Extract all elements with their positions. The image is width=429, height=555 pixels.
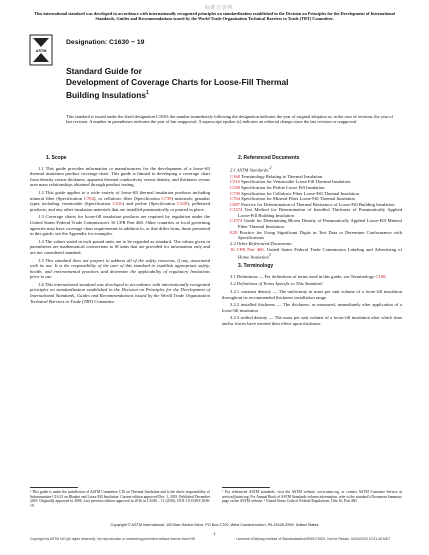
logo-text: ASTM [35, 48, 47, 53]
ref-link-c764[interactable]: C764 [83, 195, 94, 201]
para-1-2-text-b: ), or cellulosic fiber (Specification [93, 195, 160, 201]
astm-standards-subheading [230, 166, 402, 173]
title-line-3 [66, 88, 396, 100]
ref-title: Specification for Cellulosic Fiber Loose-Fill Thermal Insulation [241, 190, 359, 196]
ref-title: Guide for Determining Blown Density of Pneumatically Applied Loose-Fill Mineral Fiber Thermal Insulation [238, 218, 402, 230]
footnote-divider-left [30, 487, 78, 488]
ref-title: Specification for Mineral Fiber Loose-Fill Thermal Insulation [241, 196, 355, 202]
scope-heading: 1. Scope [46, 155, 67, 161]
ref-link-c739[interactable]: C739 [161, 195, 172, 201]
ref-title: Practice for Determination of Thermal Resistance of Loose-Fill Building Insulation [241, 201, 395, 207]
para-3-1: 3.1 Definitions — For definitions of terms used in this guide, see Terminology C168. [230, 273, 387, 279]
para-3-1-text: 3.1 Definitions — For definitions of terms used in this guide, see Terminology [230, 273, 375, 279]
right-column [222, 156, 402, 329]
ref-title: , United States Federal Trade Commission Labeling and Advertising of Home Insulation [238, 247, 403, 260]
para-3-2-3: 3.2.3 settled density — The mass per unit volume of a loose-fill insulation after which time and/or forces have exerted their effect upon thickness. [222, 315, 402, 326]
title-line-1: Standard Guide for [66, 66, 142, 76]
designation: Designation: C1630 − 19 [66, 39, 145, 46]
ref-link-c168[interactable]: C168 [375, 273, 386, 279]
ref-link-16cfr460[interactable]: 16 CFR Part 460 [230, 247, 264, 253]
list-item [222, 207, 402, 218]
license-right: Licensee=Zhejiang Institute of Standardization/5939175001; Not for Resale, 04/16/2020 10:21:48 MDT [236, 537, 391, 541]
terminology-heading: 3. Terminology [238, 263, 274, 270]
para-1-6: 1.6 This international standard was developed in accordance with internationally recognized principles on standardization established in the Decision on Principles for the Development of International Standards, Guides and Recommendations issued by the World Trade Organization Technical Barriers to Trade (TBT) Committee. [30, 281, 210, 304]
para-1-2-text-a: 1.2 This guide applies to a wide variety of loose-fill thermal insulation products including mineral fiber (Specification [30, 189, 210, 201]
ref-link-c516[interactable]: C516 [112, 201, 123, 207]
ref-link-c549[interactable]: C549 [230, 184, 240, 190]
astm-standards-label: 2.1 ASTM Standards: [230, 167, 270, 173]
para-1-3: 1.3 Coverage charts for loose-fill insulation products are required by regulation under the United States Federal Trade Commission's 16 CFR Part 460. Other countries or local governing agencies may have coverage chart requirements in addition to, or that differ from, those presented in this guide; see the Appendix for examples. [30, 214, 210, 237]
references-heading: 2. Referenced Documents [238, 155, 300, 161]
ref-link-e29[interactable]: E29 [230, 229, 238, 235]
para-3-2: 3.2 Definitions of Terms Specific to This Standard: [230, 281, 324, 287]
ref-link-c516[interactable]: C516 [230, 179, 240, 185]
footnotes-left: ¹ This guide is under the jurisdiction of ASTM Committee C16 on Thermal Insulation and is the direct responsibility of Subcommittee C16.23 on Blanket and Loose Fill Insulation. Current edition approved Dec. 1, 2019. Published December 2019. Originally approved in 2006. Last previous edition approved in 2016 as C1630 – 11 (2016). DOI: 10.1520/C1630-19. [30, 490, 210, 508]
ref-title: Terminology Relating to Thermal Insulation [241, 173, 323, 179]
license-left: Copyright by ASTM Int'l (all rights reserved); No reproduction or networking permitted without license from IHS [30, 537, 196, 541]
para-1-2 [30, 190, 210, 212]
ref-link-c1574[interactable]: C1574 [230, 218, 243, 224]
ref-link-c168[interactable]: C168 [230, 173, 240, 179]
para-1-5: 1.5 This standard does not purport to address all of the safety concerns, if any, associated with its use. It is the responsibility of the user of this standard to establish appropriate safety, health, and environmental practices and determine the applicability of regulatory limitations prior to use. [30, 257, 210, 280]
watermark: 标准分享网 [205, 5, 233, 11]
other-docs-subheading: 2.2 Other Referenced Documents: [230, 240, 293, 246]
header-notice: This international standard was developed in accordance with internationally recognized principles on standardization established in the Decision on Principles for the Development of International Standards, Guides and Recommendations issued by the World Trade Organization Technical Barriers to Trade (TBT) Committee. [34, 11, 395, 22]
para-1-2-text-e: ); pelletized products; and any other insulation materials that are installed pneumatically or poured in place. [30, 201, 211, 212]
list-item [222, 230, 402, 241]
ref-title: Specification for Vermiculite Loose Fill Thermal Insulation [241, 179, 351, 185]
standard-note: This standard is issued under the fixed designation C1630; the number immediately following the designation indicates the year of original adoption or, in the case of revision, the year of last revision. A number in parentheses indicates the year of last reapproval. A superscript epsilon (ε) indicates an editorial change since the last revision or reapproval. [66, 114, 393, 125]
copyright-line: Copyright © ASTM International, 100 Barr Harbor Drive, PO Box C700, West Conshohocken, PA 19428-2959. United States [110, 523, 319, 527]
para-1-1: 1.1 This guide provides information to manufacturers for the development of a loose-fill thermal insulation product coverage chart. This guide is limited to developing a coverage chart from density versus thickness, apparent thermal conductivity versus density, and thickness versus area mass relationships obtained through product testing. [30, 165, 210, 188]
astm-footnote-mark[interactable]: 2 [269, 165, 272, 170]
ref-title: Specification for Perlite Loose Fill Insulation [241, 184, 325, 190]
ref-title: Test Method for Determination of Installed Thickness of Pneumatically Applied Loose-Fill Building Insulation [238, 207, 402, 218]
title-line-2: Development of Coverage Charts for Loose-Fill Thermal [66, 77, 289, 87]
ref-link-c687[interactable]: C687 [230, 201, 240, 207]
list-item [222, 247, 402, 260]
ref-link-c1374[interactable]: C1374 [230, 207, 243, 213]
para-3-2-1: 3.2.1 constant density — The uniformity in mass per unit volume of a loose-fill insulation throughout its recommended thickness installation range. [222, 288, 402, 300]
para-1-2-text-c: ) materials; granular types including vermiculite (Specification [30, 195, 210, 207]
para-3-2-2: 3.2.2 installed thickness — The thickness, as measured, immediately after application of a loose-fill insulation. [222, 302, 402, 313]
title-line-3-text: Building Insulations [66, 89, 147, 100]
footnote-divider-right [222, 487, 270, 488]
ref-link-c549[interactable]: C549 [177, 201, 188, 207]
reference-list [222, 174, 402, 241]
list-item [222, 218, 402, 229]
ref-link-c764[interactable]: C764 [230, 196, 240, 202]
ref-link-c739[interactable]: C739 [230, 190, 240, 196]
para-1-4: 1.4 The values stated in inch-pound units are to be regarded as standard. The values given in parentheses are mathematical conversions to SI units that are provided for information only and are not considered standard. [30, 238, 210, 255]
para-1-2-text-d: ) and perlite (Specification [122, 201, 175, 207]
cfr-footnote-mark[interactable]: 3 [268, 253, 271, 258]
ref-title: Practice for Using Significant Digits in Test Data to Determine Conformance with Specifications [238, 229, 402, 241]
page-number: 1 [213, 531, 216, 536]
left-column [30, 156, 210, 306]
document-title [66, 66, 396, 100]
footnotes-right: ² For referenced ASTM standards, visit the ASTM website, www.astm.org, or contact ASTM Customer Service at service@astm.org. For Annual Book of ASTM Standards volume information, refer to the standard's Document Summary page on the ASTM website. ³ United States Code of Federal Regulations, Title 16, Part 460. [222, 490, 402, 503]
title-footnote-mark[interactable]: 1 [146, 89, 149, 96]
